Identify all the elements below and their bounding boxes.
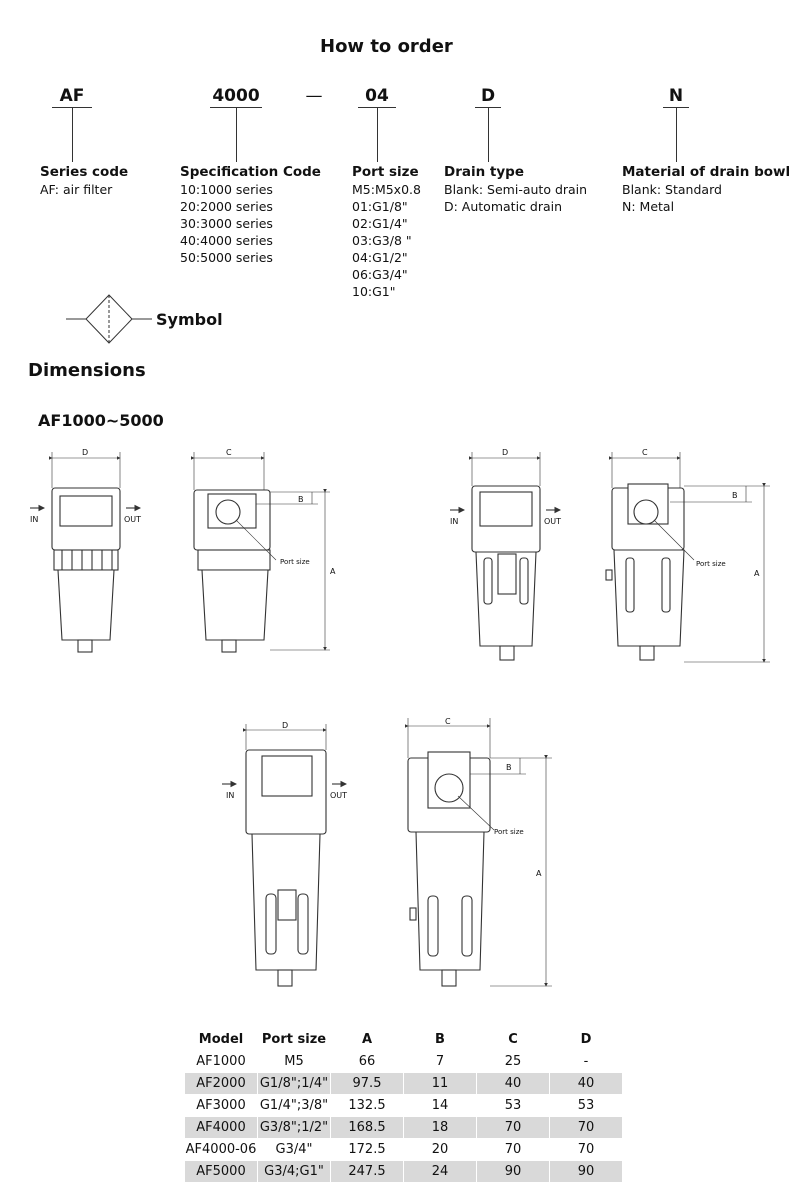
table-cell: M5 <box>258 1051 331 1073</box>
port-size-line: 04:G1/2" <box>352 250 408 265</box>
code-drain: D <box>480 86 496 106</box>
table-cell: 7 <box>404 1051 477 1073</box>
table-cell: 18 <box>404 1117 477 1139</box>
side-view-medium <box>606 452 770 662</box>
code-material: N <box>668 86 684 106</box>
drain-type-line: D: Automatic drain <box>444 199 563 214</box>
out-label: OUT <box>330 791 348 800</box>
port-size-label: Port size <box>494 828 524 836</box>
table-row <box>185 1095 623 1117</box>
table-cell: AF1000 <box>185 1051 258 1073</box>
spec-code-heading: Specification Code <box>180 164 321 180</box>
table-cell: G1/8";1/4" <box>258 1073 331 1095</box>
table-row <box>185 1139 623 1161</box>
dim-label-d: D <box>82 448 89 457</box>
table-cell: 172.5 <box>331 1139 404 1161</box>
table-cell: AF2000 <box>185 1073 258 1095</box>
material-line: Blank: Standard <box>622 182 722 197</box>
leader-line <box>488 107 489 162</box>
dim-label-c: C <box>642 448 648 457</box>
material-block <box>622 164 790 215</box>
port-size-label: Port size <box>696 560 726 568</box>
dim-label-b: B <box>298 495 304 504</box>
dim-label-a: A <box>754 569 760 578</box>
model-range-title: AF1000~5000 <box>38 411 164 430</box>
drain-type-block <box>444 164 587 215</box>
code-spec: 4000 <box>212 86 260 106</box>
col-header: A <box>331 1029 404 1051</box>
leader-line <box>676 107 677 162</box>
dim-label-c: C <box>226 448 232 457</box>
in-label: IN <box>30 515 39 524</box>
series-code-heading: Series code <box>40 164 129 180</box>
table-row <box>185 1073 623 1095</box>
series-code-line: AF: air filter <box>40 182 113 197</box>
symbol-label: Symbol <box>156 310 223 329</box>
table-cell: AF4000 <box>185 1117 258 1139</box>
spec-code-block <box>180 164 321 266</box>
separator: — <box>305 86 323 106</box>
col-header: C <box>477 1029 550 1051</box>
col-header: D <box>550 1029 623 1051</box>
page-title: How to order <box>320 36 453 57</box>
table-cell: 70 <box>550 1117 623 1139</box>
port-size-line: 01:G1/8" <box>352 199 408 214</box>
table-cell: G3/4" <box>258 1139 331 1161</box>
table-cell: 66 <box>331 1051 404 1073</box>
port-size-line: 06:G3/4" <box>352 267 408 282</box>
table-cell: 97.5 <box>331 1073 404 1095</box>
front-view-large <box>222 724 346 986</box>
in-label: IN <box>450 517 459 526</box>
table-cell: 40 <box>477 1073 550 1095</box>
spec-code-line: 50:5000 series <box>180 250 273 265</box>
col-header: Port size <box>258 1029 331 1051</box>
side-view-large <box>408 718 552 986</box>
table-cell: 168.5 <box>331 1117 404 1139</box>
table-cell: 90 <box>550 1161 623 1183</box>
dimension-drawings <box>0 440 800 1000</box>
filter-symbol-icon <box>66 292 152 346</box>
table-cell: 40 <box>550 1073 623 1095</box>
leader-line <box>377 107 378 162</box>
table-cell: 90 <box>477 1161 550 1183</box>
port-size-line: 10:G1" <box>352 284 396 299</box>
table-cell: 25 <box>477 1051 550 1073</box>
out-label: OUT <box>124 515 142 524</box>
table-cell: G3/4;G1" <box>258 1161 331 1183</box>
table-row <box>185 1117 623 1139</box>
table-cell: 11 <box>404 1073 477 1095</box>
col-header: B <box>404 1029 477 1051</box>
table-cell: 53 <box>550 1095 623 1117</box>
port-size-line: M5:M5x0.8 <box>352 182 421 197</box>
table-cell: 70 <box>477 1117 550 1139</box>
table-cell: AF5000 <box>185 1161 258 1183</box>
leader-line <box>236 107 237 162</box>
port-size-line: 03:G3/8 " <box>352 233 412 248</box>
table-cell: G3/8";1/2" <box>258 1117 331 1139</box>
leader-line <box>72 107 73 162</box>
dim-label-d: D <box>502 448 509 457</box>
table-cell: AF3000 <box>185 1095 258 1117</box>
table-cell: 24 <box>404 1161 477 1183</box>
table-cell: 20 <box>404 1139 477 1161</box>
table-cell: 70 <box>477 1139 550 1161</box>
series-code-block <box>40 164 128 198</box>
drain-type-heading: Drain type <box>444 164 524 180</box>
side-view-small <box>194 452 330 652</box>
port-size-line: 02:G1/4" <box>352 216 408 231</box>
dim-label-a: A <box>330 567 336 576</box>
table-cell: 70 <box>550 1139 623 1161</box>
code-series: AF <box>59 86 85 106</box>
table-cell: - <box>550 1051 623 1073</box>
dimensions-table <box>184 1028 623 1183</box>
table-cell: G1/4";3/8" <box>258 1095 331 1117</box>
spec-code-line: 10:1000 series <box>180 182 273 197</box>
table-row <box>185 1051 623 1073</box>
table-row <box>185 1161 623 1183</box>
dim-label-b: B <box>732 491 738 500</box>
material-heading: Material of drain bowl <box>622 164 791 180</box>
table-header-row <box>185 1029 623 1051</box>
table-cell: 132.5 <box>331 1095 404 1117</box>
table-cell: AF4000-06 <box>185 1139 258 1161</box>
port-size-label: Port size <box>280 558 310 566</box>
port-size-block <box>352 164 421 300</box>
dim-label-c: C <box>445 717 451 726</box>
code-port: 04 <box>365 86 389 106</box>
dim-label-b: B <box>506 763 512 772</box>
front-view-medium <box>450 452 560 660</box>
in-label: IN <box>226 791 235 800</box>
col-header: Model <box>185 1029 258 1051</box>
table-cell: 14 <box>404 1095 477 1117</box>
table-cell: 247.5 <box>331 1161 404 1183</box>
front-view-small <box>30 452 140 652</box>
material-line: N: Metal <box>622 199 675 214</box>
spec-code-line: 40:4000 series <box>180 233 273 248</box>
out-label: OUT <box>544 517 562 526</box>
dim-label-d: D <box>282 721 289 730</box>
spec-code-line: 20:2000 series <box>180 199 273 214</box>
port-size-heading: Port size <box>352 164 419 180</box>
spec-code-line: 30:3000 series <box>180 216 273 231</box>
drain-type-line: Blank: Semi-auto drain <box>444 182 588 197</box>
table-cell: 53 <box>477 1095 550 1117</box>
dimensions-title: Dimensions <box>28 360 146 381</box>
dim-label-a: A <box>536 869 542 878</box>
